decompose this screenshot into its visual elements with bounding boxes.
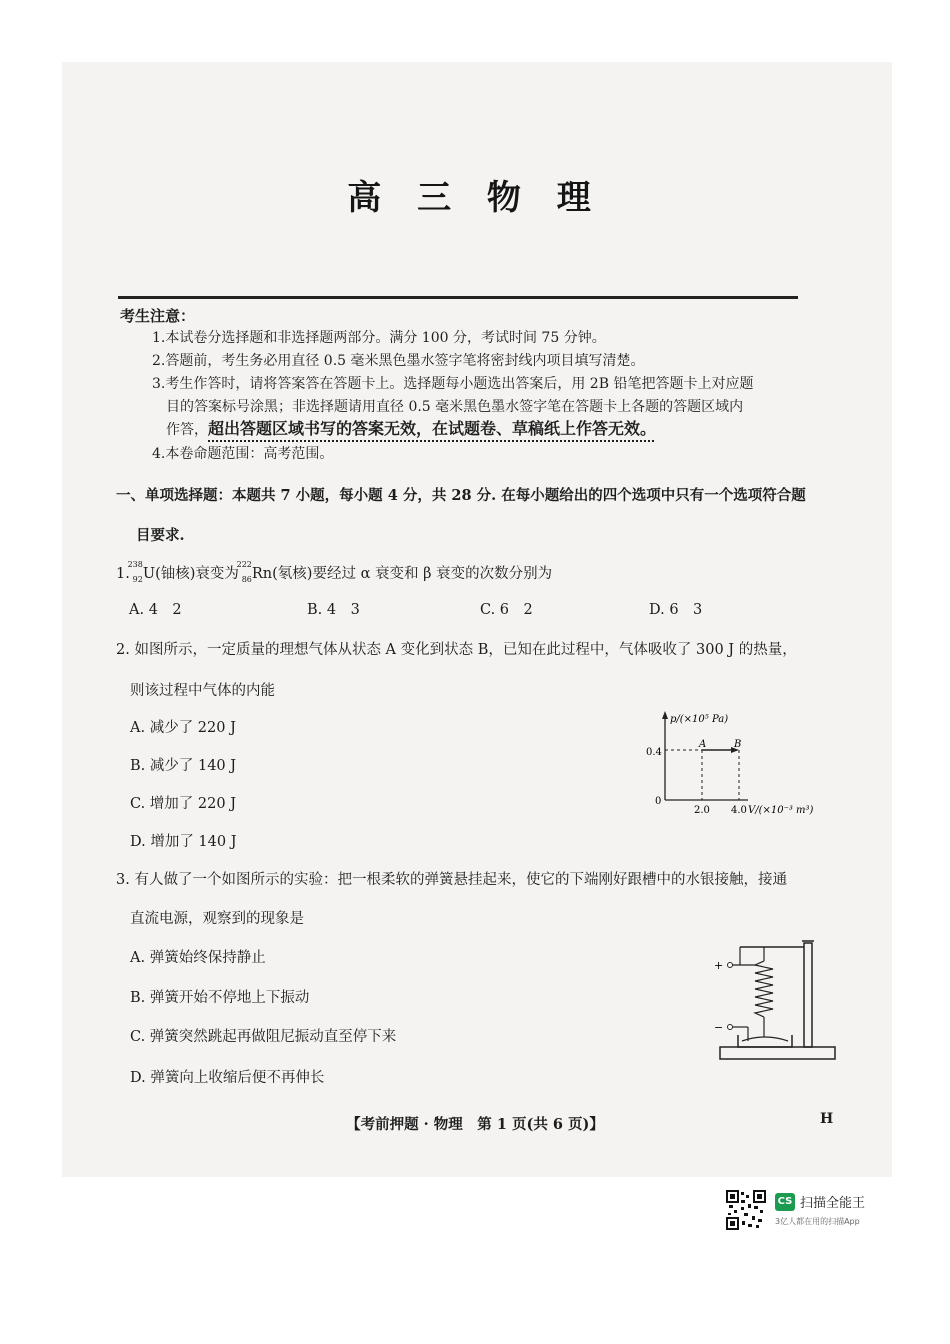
q1-text-a: U(铀核)衰变为 <box>142 566 239 582</box>
base-board <box>720 1047 835 1059</box>
u-charge-number: 92 <box>132 575 143 584</box>
q2-option-c: C. 增加了 220 J <box>130 796 237 812</box>
notice-item-3-end <box>166 416 656 439</box>
q3-option-b: B. 弹簧开始不停地上下振动 <box>130 990 310 1006</box>
graph-origin: 0 <box>655 796 662 807</box>
graph-x-tick-1: 2.0 <box>694 805 710 816</box>
q1-option-b: B. 4 3 <box>307 602 360 618</box>
stand-pole <box>804 943 812 1047</box>
mercury-surface <box>742 1037 788 1041</box>
graph-ylabel: p/(×10⁵ Pa) <box>670 714 729 725</box>
notice-item-2: 2.答题前，考生务必用直径 0.5 毫米黑色墨水签字笔将密封线内项目填写清楚。 <box>152 353 645 369</box>
spring-apparatus-figure <box>708 935 843 1065</box>
qr-code-icon <box>726 1190 766 1230</box>
minus-terminal <box>728 1025 733 1030</box>
notice-item-1: 1.本试卷分选择题和非选择题两部分。满分 100 分，考试时间 75 分钟。 <box>152 330 606 346</box>
header-rule <box>118 296 798 299</box>
question-2-cont: 则该过程中气体的内能 <box>130 683 275 699</box>
q1-text-b: Rn(氡核)要经过 α 衰变和 β 衰变的次数分别为 <box>251 566 553 582</box>
question-3-cont: 直流电源，观察到的现象是 <box>130 911 304 927</box>
paper-mark: H <box>820 1111 834 1127</box>
q1-option-c: C. 6 2 <box>480 602 533 618</box>
question-1 <box>116 562 552 583</box>
page-title: 高 三 物 理 <box>347 178 603 218</box>
y-axis-arrow <box>662 711 668 719</box>
notice-item-4: 4.本卷命题范围：高考范围。 <box>152 446 334 462</box>
plus-terminal <box>728 963 733 968</box>
notice-emphasis: 超出答题区域书写的答案无效，在试题卷、草稿纸上作答无效。 <box>208 419 657 438</box>
q3-option-a: A. 弹簧始终保持静止 <box>130 950 266 966</box>
spring <box>755 961 773 1017</box>
notice-item-3-tail: 作答， <box>166 422 208 438</box>
graph-y-tick: 0.4 <box>646 747 662 758</box>
q1-number: 1. <box>116 566 130 582</box>
notice-heading: 考生注意： <box>120 307 196 325</box>
u-mass-number: 238 <box>127 560 143 569</box>
section-heading-cont: 目要求. <box>136 527 185 544</box>
graph-x-tick-2: 4.0 <box>731 805 747 816</box>
question-2: 2. 如图所示，一定质量的理想气体从状态 A 变化到状态 B，已知在此过程中，气体吸收了 300 J 的热量， <box>116 642 797 658</box>
q2-option-b: B. 减少了 140 J <box>130 758 237 774</box>
point-a-label: A <box>699 739 707 750</box>
point-b-label: B <box>734 739 742 750</box>
question-3: 3. 有人做了一个如图所示的实验：把一根柔软的弹簧悬挂起来，使它的下端刚好跟槽中的水银接触，接通 <box>116 872 787 888</box>
graph-xlabel: V/(×10⁻³ m³) <box>748 805 814 816</box>
rn-nuclide-index <box>236 560 252 584</box>
plus-label: + <box>714 959 724 972</box>
q3-option-c: C. 弹簧突然跳起再做阻尼振动直至停下来 <box>130 1029 397 1045</box>
scanner-tagline: 3亿人都在用的扫描App <box>775 1217 860 1226</box>
minus-label: − <box>714 1021 724 1034</box>
q2-option-a: A. 减少了 220 J <box>130 720 236 736</box>
pv-graph <box>640 705 850 820</box>
u-nuclide-index <box>127 560 143 584</box>
section-heading: 一、单项选择题：本题共 7 小题，每小题 4 分，共 28 分. 在每小题给出的四个选项中只有一个选项符合题 <box>116 487 806 504</box>
rn-charge-number: 86 <box>241 575 252 584</box>
q2-option-d: D. 增加了 140 J <box>130 834 237 850</box>
scanner-app-name: 扫描全能王 <box>800 1196 866 1211</box>
notice-item-3: 3.考生作答时，请将答案答在答题卡上。选择题每小题选出答案后，用 2B 铅笔把答题卡上对应题 <box>152 376 754 392</box>
q3-option-d: D. 弹簧向上收缩后便不再伸长 <box>130 1070 325 1086</box>
q1-option-d: D. 6 3 <box>649 602 703 618</box>
q1-option-a: A. 4 2 <box>129 602 182 618</box>
notice-item-3-cont: 目的答案标号涂黑；非选择题请用直径 0.5 毫米黑色墨水签字笔在答题卡上各题的答题区域内 <box>166 399 744 415</box>
page-footer: 【考前押题 · 物理 第 1 页(共 6 页)】 <box>346 1116 604 1133</box>
rn-mass-number: 222 <box>236 560 252 569</box>
scanner-logo: CS <box>775 1193 795 1211</box>
